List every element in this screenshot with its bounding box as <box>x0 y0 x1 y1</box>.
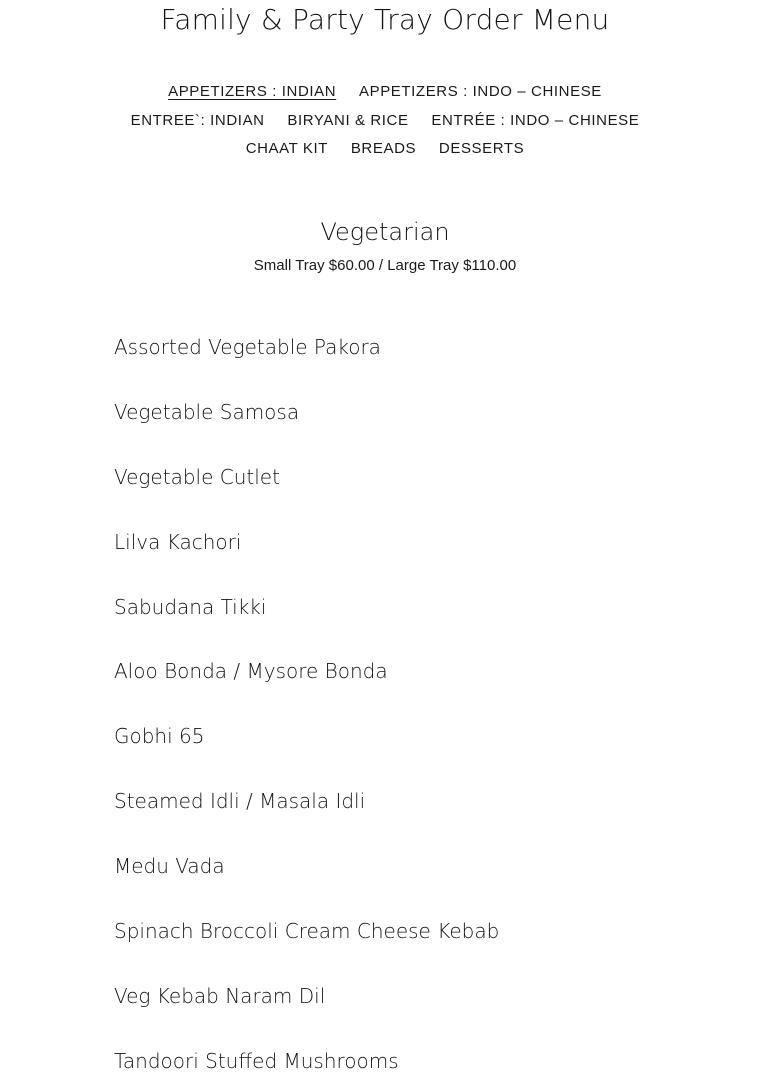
menu-item: Vegetable Samosa <box>114 399 300 424</box>
category-nav-row <box>0 135 770 164</box>
menu-item: Medu Vada <box>114 854 225 879</box>
menu-item: Aloo Bonda / Mysore Bonda <box>114 659 388 684</box>
menu-item: Lilva Kachori <box>114 529 242 554</box>
category-link-entree-indo-chinese[interactable]: ENTRÉE : INDO – CHINESE <box>431 111 640 129</box>
category-link-entree-indian[interactable]: ENTREE`: INDIAN <box>130 111 265 129</box>
tray-price: Small Tray $60.00 / Large Tray $110.00 <box>253 257 517 274</box>
menu-list <box>114 330 499 1083</box>
menu-item: Steamed Idli / Masala Idli <box>114 789 366 814</box>
category-link-biryani-rice[interactable]: BIRYANI & RICE <box>287 111 409 129</box>
menu-item: Spinach Broccoli Cream Cheese Kebab <box>114 919 500 944</box>
menu-item: Sabudana Tikki <box>114 594 267 619</box>
category-link-chaat-kit[interactable]: CHAAT KIT <box>245 140 329 157</box>
menu-item: Tandoori Stuffed Mushrooms <box>114 1048 399 1073</box>
section-title: Vegetarian <box>320 218 450 246</box>
menu-item: Vegetable Cutlet <box>114 464 280 489</box>
category-nav-row <box>0 78 770 107</box>
category-nav-row <box>0 107 770 136</box>
category-nav <box>0 78 770 164</box>
menu-item: Assorted Vegetable Pakora <box>114 335 381 359</box>
category-link-breads[interactable]: BREADS <box>350 140 417 157</box>
page-title: Family & Party Tray Order Menu <box>160 3 610 36</box>
menu-item: Gobhi 65 <box>114 724 205 749</box>
menu-item: Veg Kebab Naram Dil <box>114 983 326 1008</box>
category-link-desserts[interactable]: DESSERTS <box>438 140 525 157</box>
category-link-appetizers-indo-chinese[interactable]: APPETIZERS : INDO – CHINESE <box>358 83 602 100</box>
category-link-appetizers-indian[interactable]: APPETIZERS : INDIAN <box>168 83 337 100</box>
